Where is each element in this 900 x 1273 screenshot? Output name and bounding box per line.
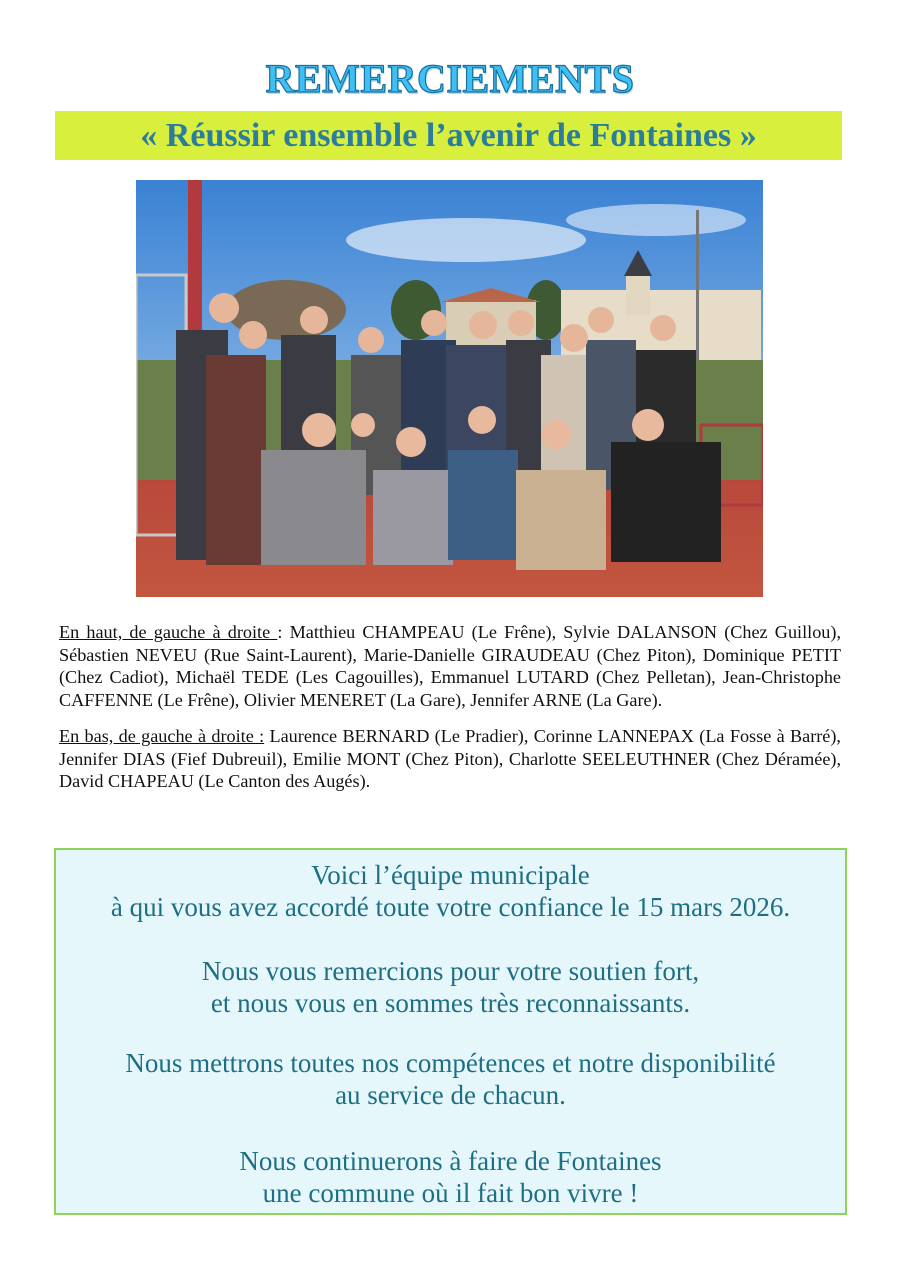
message-line: Voici l’équipe municipale (311, 860, 590, 890)
message-paragraph-4 (56, 1145, 845, 1209)
message-line: Nous mettrons toutes nos compétences et notre disponibilité (125, 1048, 776, 1078)
message-line: à qui vous avez accordé toute votre confiance le 15 mars 2026. (110, 892, 791, 922)
message-paragraph-2 (56, 955, 845, 1019)
message-line: et nous vous en sommes très reconnaissants. (210, 988, 691, 1018)
slogan-text: « Réussir ensemble l’avenir de Fontaines » (140, 117, 757, 154)
message-line: Nous continuerons à faire de Fontaines (239, 1146, 662, 1176)
message-line: une commune où il fait bon vivre ! (262, 1178, 639, 1208)
caption-bottom-names: Laurence BERNARD (Le Pradier), Corinne LANNEPAX (La Fosse à Barré), Jennifer DIAS (Fief Dubreuil), Emilie MONT (Chez Piton), Charlotte SEELEUTHNER (Chez Déramée), David CHAPEAU (Le Canton des Augés). (59, 726, 841, 792)
caption-top-lead: En haut, de gauche à droite (59, 622, 278, 642)
message-paragraph-3 (56, 1047, 845, 1111)
caption-bottom-row (59, 725, 841, 793)
caption-top-row (59, 621, 841, 711)
caption-bottom-lead: En bas, de gauche à droite : (59, 726, 265, 746)
message-line: Nous vous remercions pour votre soutien fort, (201, 956, 700, 986)
message-line: au service de chacun. (335, 1080, 566, 1110)
team-photo (136, 180, 763, 597)
page-title: REMERCIEMENTS (265, 56, 635, 101)
message-paragraph-1 (56, 859, 845, 923)
caption-top-names: : Matthieu CHAMPEAU (Le Frêne), Sylvie DALANSON (Chez Guillou), Sébastien NEVEU (Rue Saint-Laurent), Marie-Danielle GIRAUDEAU (Chez Piton), Dominique PETIT (Chez Cadiot), Michaël TEDE (Les Cagouilles), Emmanuel LUTARD (Chez Pelletan), Jean-Christophe CAFFENNE (Le Frêne), Olivier MENERET (La Gare), Jennifer ARNE (La Gare). (59, 622, 841, 710)
slogan-banner (55, 111, 842, 160)
message-box (54, 848, 847, 1215)
